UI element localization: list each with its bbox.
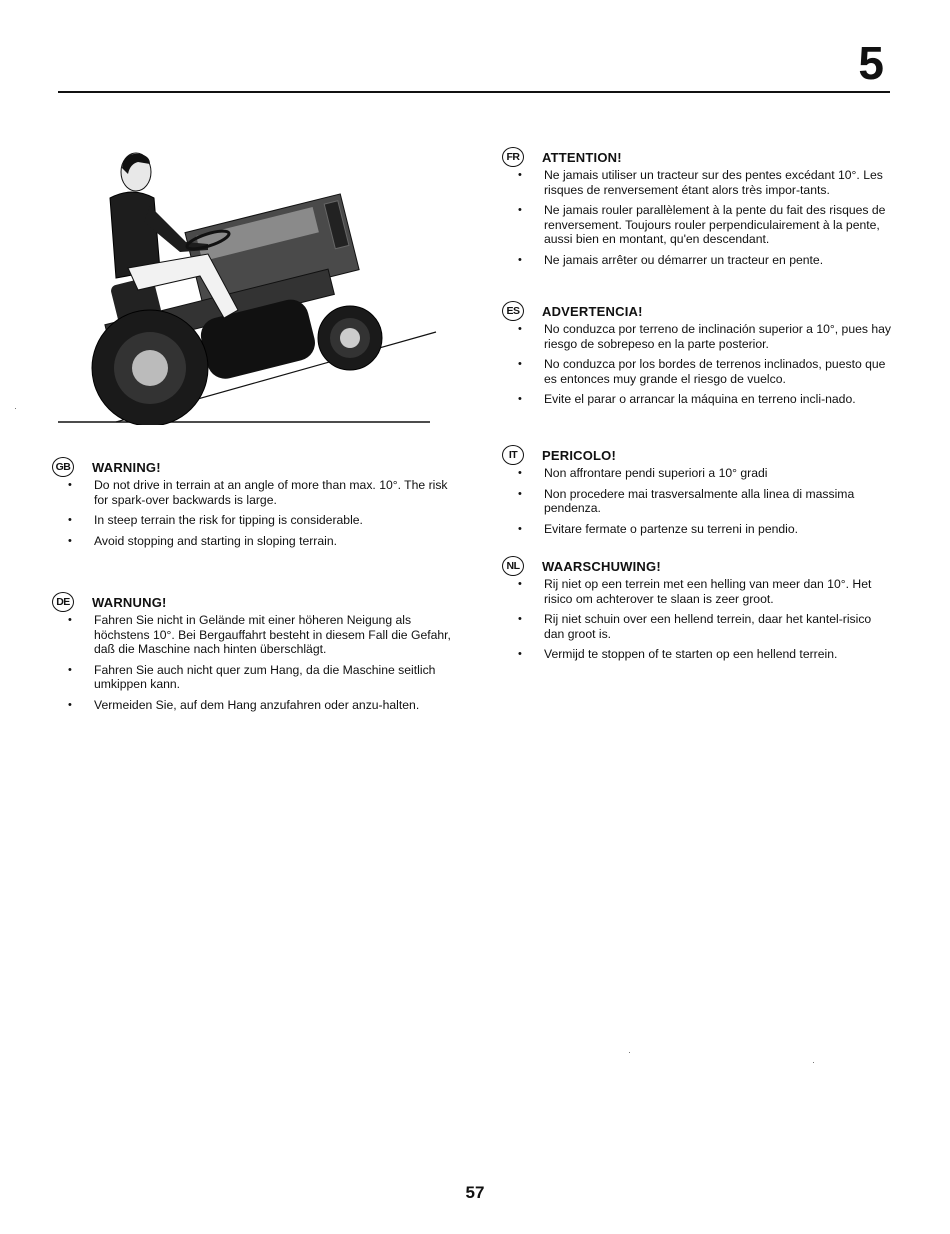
section-header: [508, 555, 894, 577]
tractor-on-slope-illustration: [58, 150, 458, 425]
bullet-list: [508, 466, 894, 536]
bullet-item: • Non procedere mai trasversalmente alla linea di massima pendenza.: [508, 487, 894, 516]
bullet-list: [508, 168, 894, 267]
chapter-number: 5: [858, 37, 884, 89]
section-header: [508, 300, 894, 322]
lang-badge-fr: FR: [502, 147, 524, 167]
section-gb: [55, 456, 458, 554]
bullet-list: [58, 613, 458, 712]
bullet-item: • Fahren Sie nicht in Gelände mit einer höheren Neigung als höchstens 10°. Bei Bergauffahrt besteht in diesem Fall die Gefahr, daß die Maschine nach hinten überschlägt.: [58, 613, 458, 657]
bullet-item: • No conduzca por los bordes de terrenos inclinados, puesto que es entonces muy grande el riesgo de vuelco.: [508, 357, 894, 386]
scan-speck: [813, 1062, 814, 1063]
rear-wheel: [92, 310, 208, 425]
lang-badge-es: ES: [502, 301, 524, 321]
section-title: WAARSCHUWING!: [542, 558, 661, 574]
section-fr: [508, 146, 894, 273]
lang-badge-nl: NL: [502, 556, 524, 576]
section-es: [508, 300, 894, 413]
bullet-item: • Ne jamais arrêter ou démarrer un tracteur en pente.: [508, 253, 894, 268]
bullet-item: • No conduzca por terreno de inclinación superior a 10°, pues hay riesgo de sobrepeso en la parte posterior.: [508, 322, 894, 351]
bullet-list: [508, 322, 894, 407]
section-header: [508, 146, 894, 168]
bullet-item: • Evite el parar o arrancar la máquina en terreno incli-nado.: [508, 392, 894, 407]
section-header: [58, 591, 458, 613]
header-rule: [58, 91, 890, 93]
section-de: [58, 591, 458, 718]
bullet-item: • Non affrontare pendi superiori a 10° gradi: [508, 466, 894, 481]
bullet-item: • Vermeiden Sie, auf dem Hang anzufahren oder anzu-halten.: [58, 698, 458, 713]
section-it: [508, 444, 894, 542]
bullet-item: • Ne jamais utiliser un tracteur sur des pentes excédant 10°. Les risques de renversement étant alors très impor-tants.: [508, 168, 894, 197]
bullet-list: [58, 478, 458, 548]
bullet-list: [508, 577, 894, 662]
section-title: ATTENTION!: [542, 149, 622, 165]
section-header: [508, 444, 894, 466]
scan-speck: [629, 1052, 630, 1053]
section-title: WARNUNG!: [92, 594, 167, 610]
section-header: [55, 456, 458, 478]
bullet-item: • Fahren Sie auch nicht quer zum Hang, da die Maschine seitlich umkippen kann.: [58, 663, 458, 692]
section-nl: [508, 555, 894, 668]
section-title: WARNING!: [92, 459, 161, 475]
front-wheel: [318, 306, 382, 370]
bullet-item: • Vermijd te stoppen of te starten op een hellend terrein.: [508, 647, 894, 662]
section-title: ADVERTENCIA!: [542, 303, 643, 319]
bullet-item: • Ne jamais rouler parallèlement à la pente du fait des risques de renversement. Toujours rouler perpendiculairement à la pente, aussi bien en montant, qu'en descendant.: [508, 203, 894, 247]
section-title: PERICOLO!: [542, 447, 617, 463]
lang-badge-gb: GB: [52, 457, 74, 477]
page-number: 57: [465, 1183, 485, 1202]
bullet-item: • Rij niet op een terrein met een helling van meer dan 10°. Het risico om achterover te slaan is zeer groot.: [508, 577, 894, 606]
scan-speck: [15, 408, 16, 409]
bullet-item: • Evitare fermate o partenze su terreni in pendio.: [508, 522, 894, 537]
bullet-item: • Avoid stopping and starting in sloping terrain.: [58, 534, 458, 549]
lang-badge-de: DE: [52, 592, 74, 612]
bullet-item: • Rij niet schuin over een hellend terrein, daar het kantel-risico dan groot is.: [508, 612, 894, 641]
lang-badge-it: IT: [502, 445, 524, 465]
bullet-item: • In steep terrain the risk for tipping is considerable.: [58, 513, 458, 528]
bullet-item: • Do not drive in terrain at an angle of more than max. 10°. The risk for spark-over backwards is large.: [58, 478, 458, 507]
